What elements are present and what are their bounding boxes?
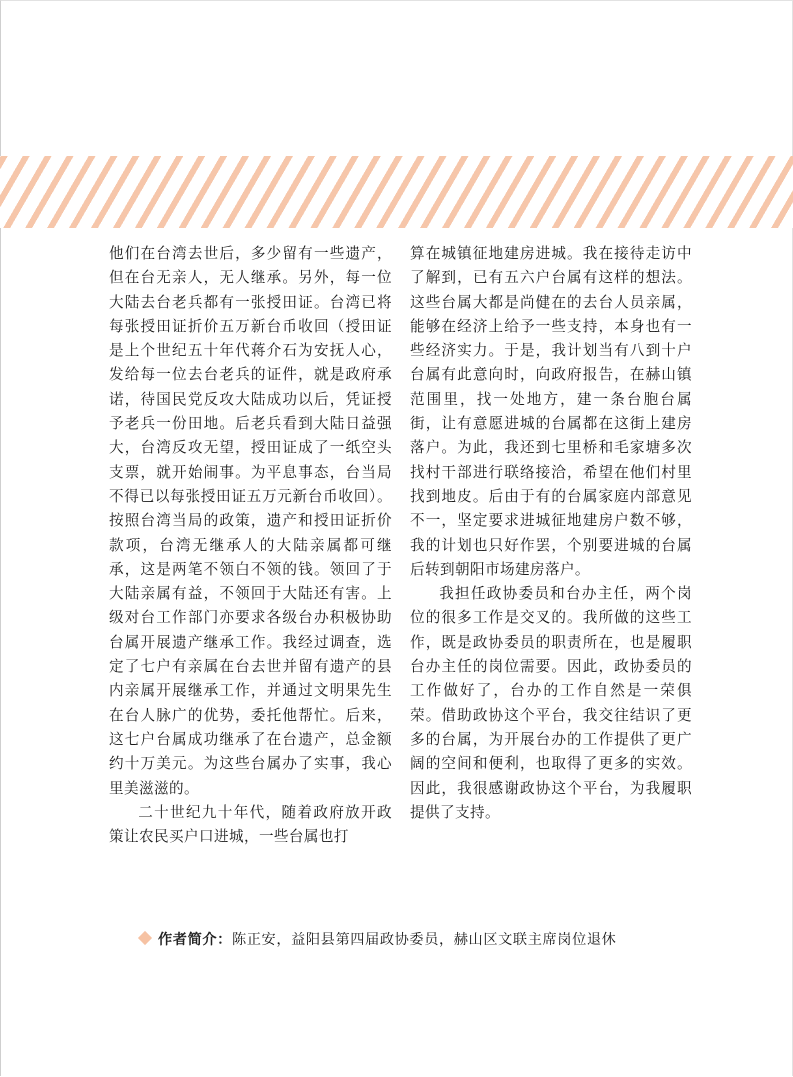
- decorative-stripe-band: [0, 156, 793, 228]
- paragraph: 二十世纪九十年代，随着政府放开政策让农民买户口进城，一些台属也打: [109, 803, 392, 846]
- paragraph: 我担任政协委员和台办主任，两个岗位的很多工作是交叉的。我所做的这些工作，既是政协委员的职责所在，也是履职台办主任的岗位需要。因此，政协委员的工作做好了，台办的工作自然是一荣俱荣。借助政协这个平台，我交往结识了更多的台属，为开展台办的工作提供了更广阔的空间和便利，也取得了更多的实效。因此，我很感谢政协这个平台，为我履职提供了支持。: [410, 585, 692, 821]
- author-bio: [140, 930, 700, 950]
- left-text-column: [109, 242, 392, 849]
- paragraph: 算在城镇征地建房进城。我在接待走访中了解到，已有五六户台属有这样的想法。这些台属大都是尚健在的去台人员亲属，能够在经济上给予一些支持，本身也有一些经济实力。于是，我计划当有八到十户台属有此意向时，向政府报告，在赫山镇范围里，找一处地方，建一条台胞台属街，让有意愿进城的台属都在这街上建房落户。为此，我还到七里桥和毛家塘多次找村干部进行联络接洽，希望在他们村里找到地皮。后由于有的台属家庭内部意见不一，坚定要求进城征地建房户数不够，我的计划也只好作罢，个别要进城的台属后转到朝阳市场建房落户。: [410, 245, 692, 578]
- author-bio-label: 作者简介：: [158, 932, 232, 948]
- paragraph: 他们在台湾去世后，多少留有一些遗产，但在台无亲人，无人继承。另外，每一位大陆去台老兵都有一张授田证。台湾已将每张授田证折价五万新台币收回（授田证是上个世纪五十年代蒋介石为安抚人心，发给每一位去台老兵的证件，就是政府承诺，待国民党反攻大陆成功以后，凭证授予老兵一份田地。后老兵看到大陆日益强大，台湾反攻无望，授田证成了一纸空头支票，就开始闹事。为平息事态，台当局不得已以每张授田证五万元新台币收回）。按照台湾当局的政策，遗产和授田证折价款项，台湾无继承人的大陆亲属都可继承，这是两笔不领白不领的钱。领回了于大陆亲属有益，不领回于大陆还有害。上级对台工作部门亦要求各级台办积极协助台属开展遗产继承工作。我经过调查，选定了七户有亲属在台去世并留有遗产的县内亲属开展继承工作，并通过文明果先生在台人脉广的优势，委托他帮忙。后来，这七户台属成功继承了在台遗产，总金额约十万美元。为这些台属办了实事，我心里美滋滋的。: [109, 245, 392, 797]
- author-bio-text: 陈正安，益阳县第四届政协委员，赫山区文联主席岗位退休: [231, 932, 617, 948]
- right-text-column: [410, 242, 692, 825]
- diamond-bullet-icon: [138, 931, 152, 945]
